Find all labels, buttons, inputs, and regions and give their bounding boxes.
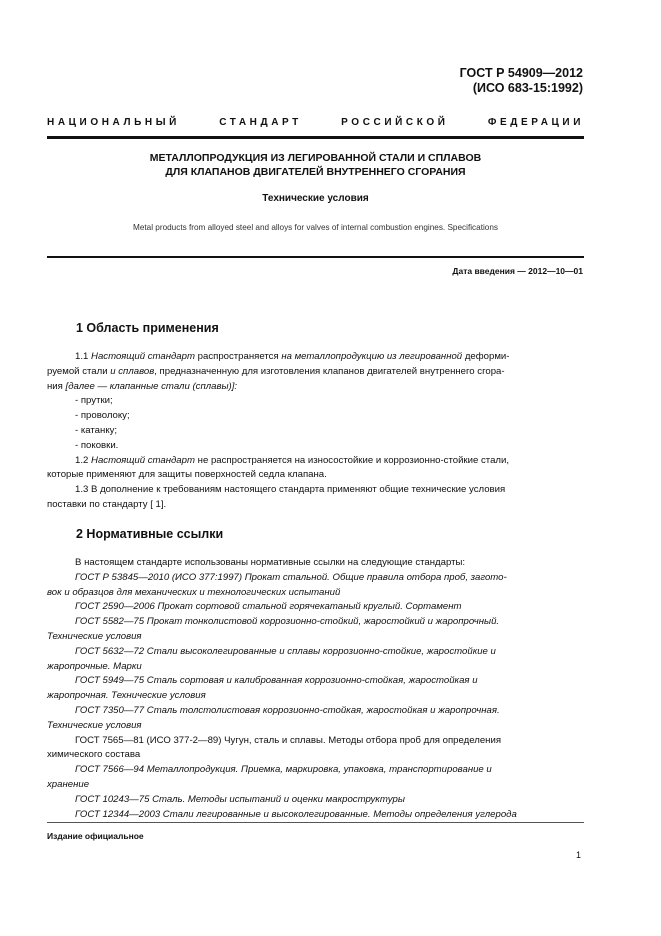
reference-line: ГОСТ 2590—2006 Прокат сортовой стальной горячекатаный круглый. Сортамент: [75, 601, 462, 613]
title-line-2: ДЛЯ КЛАПАНОВ ДВИГАТЕЛЕЙ ВНУТРЕННЕГО СГОРАНИЯ: [165, 166, 466, 178]
reference-line: ГОСТ 7350—77 Сталь толстолистовая коррозионно-стойкая, жаростойкая и жаропрочная.: [75, 704, 500, 716]
reference-line: ГОСТ 5949—75 Сталь сортовая и калиброванная коррозионно-стойкая, жаростойкая и: [75, 675, 478, 687]
paragraph-1-2-line-2: которые применяют для защиты поверхностей седла клапана.: [47, 469, 327, 481]
reference-line: химического состава: [47, 749, 141, 761]
list-item: - катанку;: [75, 424, 118, 436]
document-title: [47, 151, 584, 179]
reference-line: ГОСТ 7566—94 Металлопродукция. Приемка, маркировка, упаковка, транспортирование и: [75, 764, 492, 776]
introduction-date: Дата введения — 2012—10—01: [452, 266, 583, 276]
list-item: - поковки.: [75, 439, 119, 451]
national-standard-banner: [47, 117, 584, 128]
english-title: Metal products from alloyed steel and alloys for valves of internal combustion engines. Specifications: [133, 223, 498, 232]
reference-line: ГОСТ 5582—75 Прокат тонколистовой коррозионно-стойкий, жаростойкий и жаропрочный.: [75, 616, 500, 628]
section-2-body: [47, 556, 584, 822]
footer-divider: [47, 822, 584, 823]
paragraph-1-3-line-2: поставки по стандарту [ 1].: [47, 498, 167, 510]
reference-line: ГОСТ 10243—75 Сталь. Методы испытаний и оценки макроструктуры: [75, 793, 405, 805]
paragraph-1-1-line-2: руемой стали и сплавов, предназначенную для изготовления клапанов двигателей внутреннего сгора-: [47, 365, 505, 377]
references-intro: В настоящем стандарте использованы нормативные ссылки на следующие стандарты:: [75, 557, 466, 568]
section-2-heading: 2 Нормативные ссылки: [76, 527, 224, 541]
reference-line: ГОСТ 5632—72 Стали высоколегированные и сплавы коррозионно-стойкие, жаростойкие и: [75, 645, 496, 657]
banner-word-3: РОССИЙСКОЙ: [341, 117, 449, 128]
reference-line: ГОСТ Р 53845—2010 (ИСО 377:1997) Прокат стальной. Общие правила отбора проб, загото-: [75, 571, 507, 583]
reference-line: хранение: [47, 778, 90, 790]
reference-line: Технические условия: [47, 719, 142, 731]
reference-line: жаропрочная. Технические условия: [47, 690, 206, 702]
designation-iso: (ИСО 683-15:1992): [472, 81, 583, 95]
banner-word-4: ФЕДЕРАЦИИ: [487, 117, 584, 128]
reference-line: вок и образцов для механических и технологических испытаний: [47, 586, 341, 598]
section-1-body: [47, 350, 584, 513]
page-number: 1: [575, 850, 581, 860]
list-item: - проволоку;: [75, 410, 130, 422]
reference-line: Технические условия: [47, 630, 142, 642]
list-item: - прутки;: [75, 395, 113, 407]
title-divider: [47, 256, 584, 258]
reference-line: ГОСТ 7565—81 (ИСО 377-2—89) Чугун, сталь и сплавы. Методы отбора проб для определения: [75, 734, 502, 746]
title-line-1: МЕТАЛЛОПРОДУКЦИЯ ИЗ ЛЕГИРОВАННОЙ СТАЛИ И СПЛАВОВ: [149, 152, 482, 164]
section-1-heading: 1 Область применения: [76, 321, 219, 335]
official-edition-label: Издание официальное: [47, 831, 144, 841]
reference-line: ГОСТ 12344—2003 Стали легированные и высоколегированные. Методы определения углерода: [75, 808, 517, 820]
designation-gost: ГОСТ Р 54909—2012: [459, 66, 583, 80]
paragraph-1-2-line-1: 1.2 Настоящий стандарт не распространяется на износостойкие и коррозионно-стойкие стали,: [75, 454, 510, 466]
standard-designation: [460, 66, 583, 96]
banner-word-2: СТАНДАРТ: [219, 117, 302, 128]
header-divider: [47, 136, 584, 139]
paragraph-1-1-line-1: 1.1 Настоящий стандарт распространяется на металлопродукцию из легированной деформи-: [75, 351, 510, 362]
paragraph-1-1-line-3: ния [далее — клапанные стали (сплавы)]:: [47, 380, 238, 392]
banner-word-1: НАЦИОНАЛЬНЫЙ: [47, 117, 180, 128]
document-subtitle: Технические условия: [262, 193, 369, 204]
paragraph-1-3-line-1: 1.3 В дополнение к требованиям настоящего стандарта применяют общие технические условия: [75, 484, 506, 496]
reference-line: жаропрочные. Марки: [47, 660, 142, 672]
